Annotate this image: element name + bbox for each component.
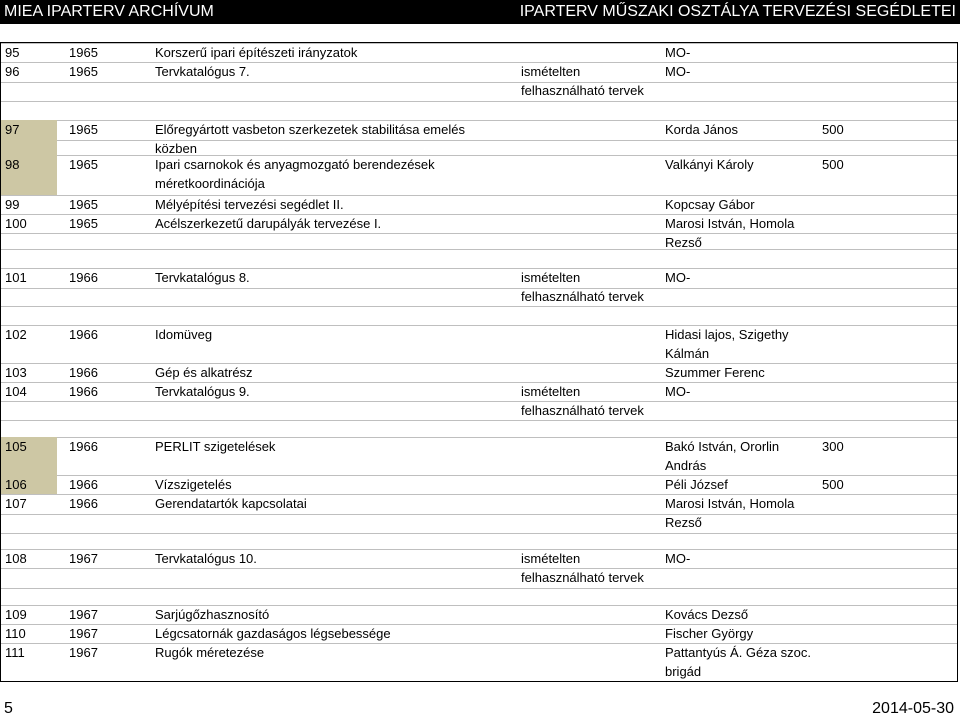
cell-no: 110: [5, 626, 26, 641]
cell-year: 1965: [69, 216, 98, 231]
cell-author: Korda János: [665, 122, 738, 137]
cell-title: Rugók méretezése: [155, 645, 265, 660]
cell-pages: 500: [822, 477, 844, 492]
cell-title: Idomüveg: [155, 327, 213, 342]
cell-year: 1967: [69, 626, 98, 641]
cell-author: Hidasi lajos, Szigethy Kálmán: [665, 327, 789, 361]
cell-title: Korszerű ipari építészeti irányzatok: [155, 45, 358, 60]
cell-title: Acélszerkezetű darupályák tervezése I.: [155, 216, 382, 231]
cell-title: Ipari csarnokok és anyagmozgató berendezések méretkoordinációja: [155, 157, 435, 191]
row-separator: [0, 288, 958, 289]
cell-year: 1966: [69, 496, 98, 511]
cell-author: Bakó István, Ororlin András: [665, 439, 780, 473]
cell-author: MO-: [665, 270, 691, 285]
cell-title: Sarjúgőzhasznosító: [155, 607, 270, 622]
cell-no: 109: [5, 607, 27, 622]
cell-author: MO-: [665, 45, 691, 60]
row-separator: [0, 533, 958, 534]
page-number: 5: [4, 700, 13, 717]
cell-title: Előregyártott vasbeton szerkezetek stabilitása emelés közben: [155, 122, 465, 156]
cell-note: ismételten felhasználható tervek: [521, 384, 644, 418]
cell-title: Gép és alkatrész: [155, 365, 253, 380]
cell-no: 103: [5, 365, 27, 380]
cell-author: Marosi István, Homola Rezső: [665, 216, 795, 250]
cell-author: Marosi István, Homola Rezső: [665, 496, 795, 530]
cell-author: Fischer György: [665, 626, 754, 641]
archive-title: MIEA IPARTERV ARCHÍVUM: [4, 3, 214, 20]
cell-note: ismételten felhasználható tervek: [521, 64, 644, 98]
cell-year: 1967: [69, 607, 98, 622]
row-separator: [0, 420, 958, 421]
cell-pages: 300: [822, 439, 844, 454]
cell-no: 102: [5, 327, 27, 342]
cell-no: 96: [5, 64, 20, 79]
cell-no: 107: [5, 496, 27, 511]
cell-title: Tervkatalógus 9.: [155, 384, 250, 399]
cell-title: Tervkatalógus 10.: [155, 551, 257, 566]
cell-title: Gerendatartók kapcsolatai: [155, 496, 307, 511]
cell-year: 1966: [69, 384, 98, 399]
cell-year: 1966: [69, 327, 98, 342]
row-separator: [0, 82, 958, 83]
cell-author: Péli József: [665, 477, 728, 492]
footer-date: 2014-05-30: [872, 700, 954, 717]
cell-author: MO-: [665, 384, 691, 399]
cell-title: Tervkatalógus 8.: [155, 270, 250, 285]
cell-no: 97: [5, 122, 20, 137]
cell-no: 95: [5, 45, 20, 60]
cell-no: 98: [5, 157, 20, 172]
cell-year: 1966: [69, 477, 98, 492]
cell-author: Kopcsay Gábor: [665, 197, 755, 212]
cell-year: 1966: [69, 365, 98, 380]
cell-pages: 500: [822, 122, 844, 137]
cell-author: Valkányi Károly: [665, 157, 754, 172]
cell-title: Légcsatornák gazdaságos légsebessége: [155, 626, 391, 641]
cell-title: Mélyépítési tervezési segédlet II.: [155, 197, 344, 212]
cell-year: 1966: [69, 439, 98, 454]
cell-title: PERLIT szigetelések: [155, 439, 276, 454]
cell-no: 108: [5, 551, 27, 566]
cell-year: 1966: [69, 270, 98, 285]
cell-year: 1965: [69, 45, 98, 60]
cell-no: 99: [5, 197, 20, 212]
row-separator: [0, 306, 958, 307]
cell-author: Szummer Ferenc: [665, 365, 765, 380]
row-separator: [0, 588, 958, 589]
cell-no: 111: [5, 645, 25, 660]
document-title: IPARTERV MŰSZAKI OSZTÁLYA TERVEZÉSI SEGÉDLETEI: [519, 3, 956, 20]
cell-year: 1967: [69, 551, 98, 566]
cell-no: 100: [5, 216, 27, 231]
cell-author: Kovács Dezső: [665, 607, 749, 622]
cell-no: 106: [5, 477, 27, 492]
row-separator: [0, 401, 958, 402]
row-separator: [0, 101, 958, 102]
cell-no: 104: [5, 384, 27, 399]
row-separator: [0, 568, 958, 569]
cell-author: Pattantyús Á. Géza szoc. brigád: [665, 645, 811, 679]
cell-note: ismételten felhasználható tervek: [521, 551, 644, 585]
cell-title: Vízszigetelés: [155, 477, 232, 492]
cell-author: MO-: [665, 64, 691, 79]
cell-year: 1965: [69, 64, 98, 79]
cell-year: 1965: [69, 197, 98, 212]
cell-pages: 500: [822, 157, 844, 172]
cell-no: 105: [5, 439, 27, 454]
cell-year: 1967: [69, 645, 98, 660]
cell-title: Tervkatalógus 7.: [155, 64, 250, 79]
cell-author: MO-: [665, 551, 691, 566]
cell-note: ismételten felhasználható tervek: [521, 270, 644, 304]
cell-year: 1965: [69, 122, 98, 137]
cell-no: 101: [5, 270, 27, 285]
cell-year: 1965: [69, 157, 98, 172]
